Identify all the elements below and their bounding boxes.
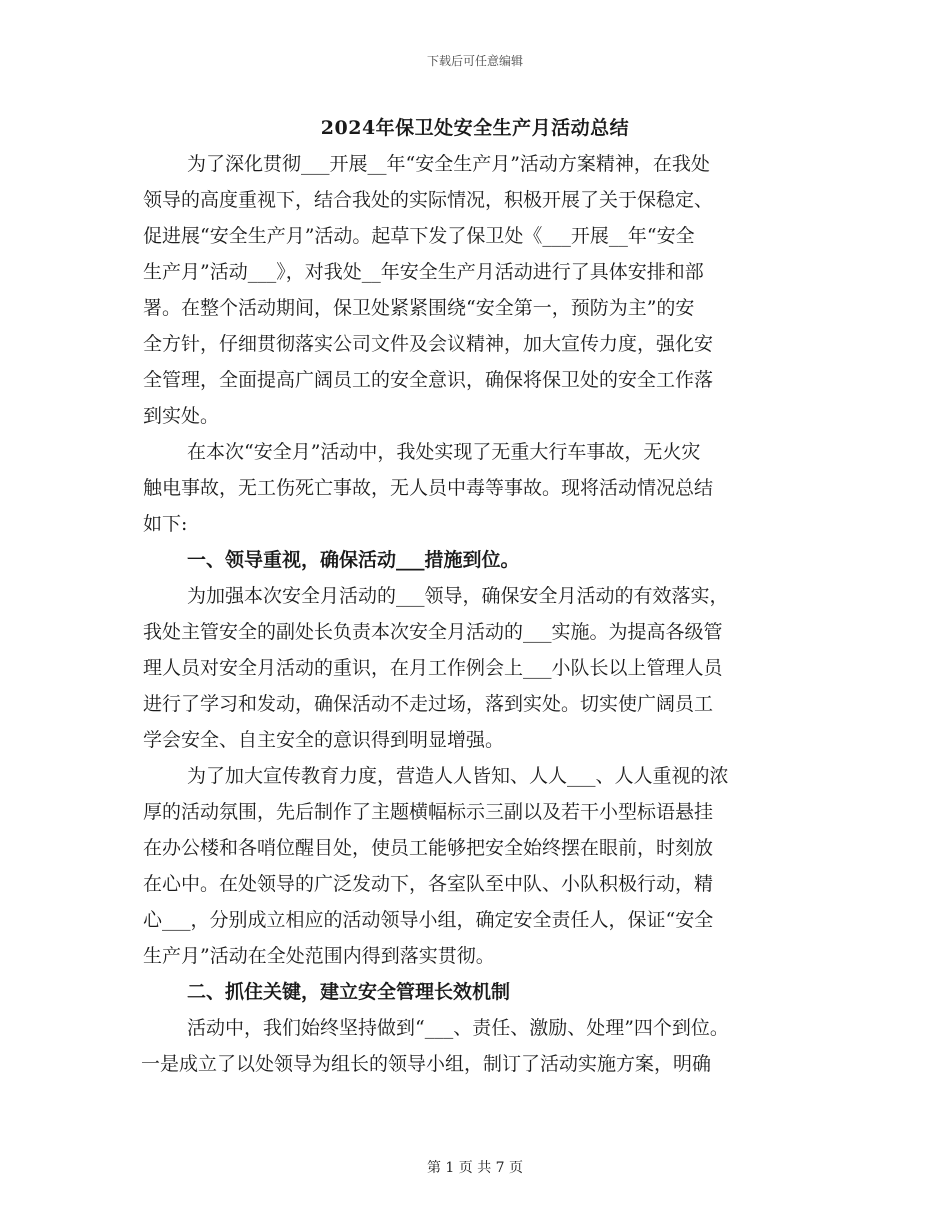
body-line: 学会安全、自主安全的意识得到明显增强。 — [143, 729, 505, 751]
body-line: 活动中，我们始终坚持做到“___、责任、激励、处理”四个到位。 — [187, 1017, 729, 1039]
body-line: 在心中。在处领导的广泛发动下，各室队至中队、小队积极行动，精 — [143, 873, 714, 895]
body-line: 我处主管安全的副处长负责本次安全月活动的___实施。为提高各级管 — [143, 621, 723, 643]
page-number: 第 1 页 共 7 页 — [426, 1160, 524, 1176]
body-line: 触电事故，无工伤死亡事故，无人员中毒等事故。现将活动情况总结 — [143, 477, 714, 499]
section-heading-2: 二、抓住关键，建立安全管理长效机制 — [187, 981, 511, 1003]
body-line: 领导的高度重视下，结合我处的实际情况，积极开展了关于保稳定、 — [143, 189, 714, 211]
body-line: 促进展“安全生产月”活动。起草下发了保卫处《___开展__年“安全 — [143, 225, 695, 247]
body-line: 全管理，全面提高广阔员工的安全意识，确保将保卫处的安全工作落 — [143, 369, 714, 391]
body-line: 进行了学习和发动，确保活动不走过场，落到实处。切实使广阔员工 — [143, 693, 714, 715]
body-line: 一是成立了以处领导为组长的领导小组，制订了活动实施方案，明确 — [141, 1053, 712, 1075]
page-header-note: 下载后可任意编辑 — [426, 54, 523, 68]
body-line: 到实处。 — [143, 405, 220, 427]
section-heading-1: 一、领导重视，确保活动___措施到位。 — [187, 549, 520, 571]
body-line: 署。在整个活动期间，保卫处紧紧围绕“安全第一，预防为主”的安 — [143, 297, 695, 319]
body-line: 为了加大宣传教育力度，营造人人皆知、人人___、人人重视的浓 — [187, 765, 729, 787]
body-line: 为了深化贯彻___开展__年“安全生产月”活动方案精神，在我处 — [187, 153, 710, 175]
body-line: 全方针，仔细贯彻落实公司文件及会议精神，加大宣传力度，强化安 — [143, 333, 714, 355]
body-line: 在办公楼和各哨位醒目处，使员工能够把安全始终摆在眼前，时刻放 — [143, 837, 714, 859]
body-line: 理人员对安全月活动的重识，在月工作例会上___小队长以上管理人员 — [143, 657, 723, 679]
body-line: 为加强本次安全月活动的___领导，确保安全月活动的有效落实， — [187, 585, 729, 607]
body-line: 如下: — [143, 513, 188, 535]
body-line: 生产月”活动在全处范围内得到落实贯彻。 — [143, 945, 495, 967]
document-title: 2024年保卫处安全生产月活动总结 — [320, 117, 630, 139]
body-line: 生产月”活动___》，对我处__年安全生产月活动进行了具体安排和部 — [143, 261, 704, 283]
document-body — [143, 146, 815, 1082]
body-line: 在本次“安全月”活动中，我处实现了无重大行车事故，无火灾 — [187, 441, 701, 463]
body-line: 厚的活动氛围，先后制作了主题横幅标示三副以及若干小型标语悬挂 — [143, 801, 714, 823]
body-line: 心___，分别成立相应的活动领导小组，确定安全责任人，保证“安全 — [143, 909, 714, 931]
